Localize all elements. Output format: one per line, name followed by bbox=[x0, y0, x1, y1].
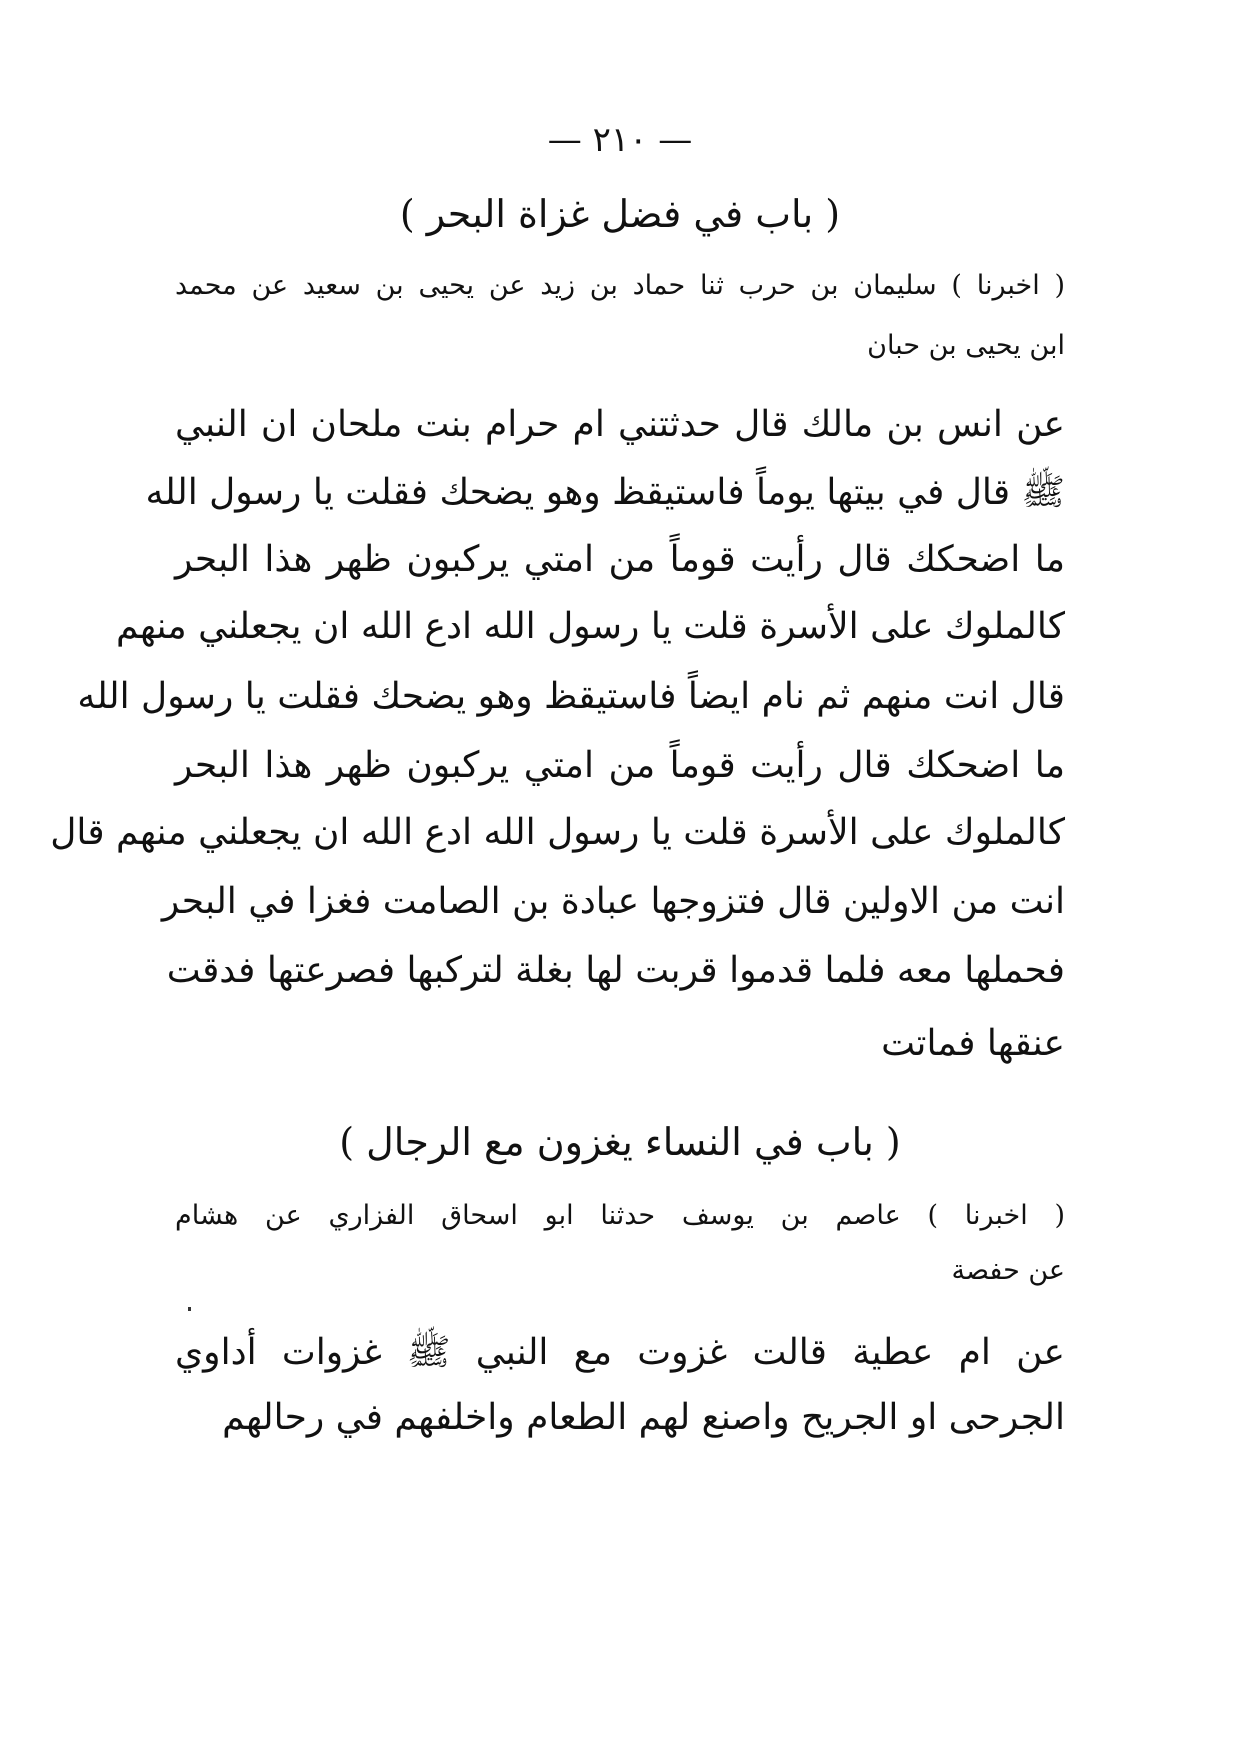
isnad-line: ( اخبرنا ) عاصم بن يوسف حدثنا ابو اسحاق الفزاري عن هشام bbox=[175, 1200, 1065, 1231]
hadith-line: الجرحى او الجريح واصنع لهم الطعام واخلفهم في رحالهم bbox=[222, 1397, 1065, 1438]
hadith-line: انت من الاولين قال فتزوجها عبادة بن الصامت فغزا في البحر bbox=[161, 881, 1065, 922]
hadith-line: ﷺ قال في بيتها يوماً فاستيقظ وهو يضحك فقلت يا رسول الله bbox=[145, 472, 1065, 513]
section-heading-sea-raiders: ( باب في فضل غزاة البحر ) bbox=[399, 192, 841, 236]
hadith-line: عن ام عطية قالت غزوت مع النبي ﷺ غزوات أداوي bbox=[175, 1332, 1065, 1373]
section-heading-women-raid: ( باب في النساء يغزون مع الرجال ) bbox=[339, 1120, 901, 1164]
hadith-line: فحملها معه فلما قدموا قربت لها بغلة لتركبها فصرعتها فدقت bbox=[166, 950, 1065, 991]
stray-mark bbox=[188, 1307, 191, 1311]
hadith-line: كالملوك على الأسرة قلت يا رسول الله ادع الله ان يجعلني منهم قال bbox=[50, 812, 1065, 853]
hadith-line: ما اضحكك قال رأيت قوماً من امتي يركبون ظهر هذا البحر bbox=[175, 539, 1065, 580]
isnad-line: ( اخبرنا ) سليمان بن حرب ثنا حماد بن زيد عن يحيى بن سعيد عن محمد bbox=[175, 270, 1065, 301]
hadith-line: ما اضحكك قال رأيت قوماً من امتي يركبون ظهر هذا البحر bbox=[175, 745, 1065, 786]
hadith-line: عن انس بن مالك قال حدثتني ام حرام بنت ملحان ان النبي bbox=[175, 404, 1065, 445]
isnad-line: عن حفصة bbox=[951, 1255, 1065, 1286]
page-number: — ٢١٠ — bbox=[547, 120, 693, 160]
hadith-line: قال انت منهم ثم نام ايضاً فاستيقظ وهو يضحك فقلت يا رسول الله bbox=[77, 676, 1065, 717]
hadith-line: عنقها فماتت bbox=[881, 1023, 1065, 1064]
hadith-line: كالملوك على الأسرة قلت يا رسول الله ادع الله ان يجعلني منهم bbox=[116, 606, 1065, 647]
isnad-line: ابن يحيى بن حبان bbox=[867, 330, 1065, 361]
